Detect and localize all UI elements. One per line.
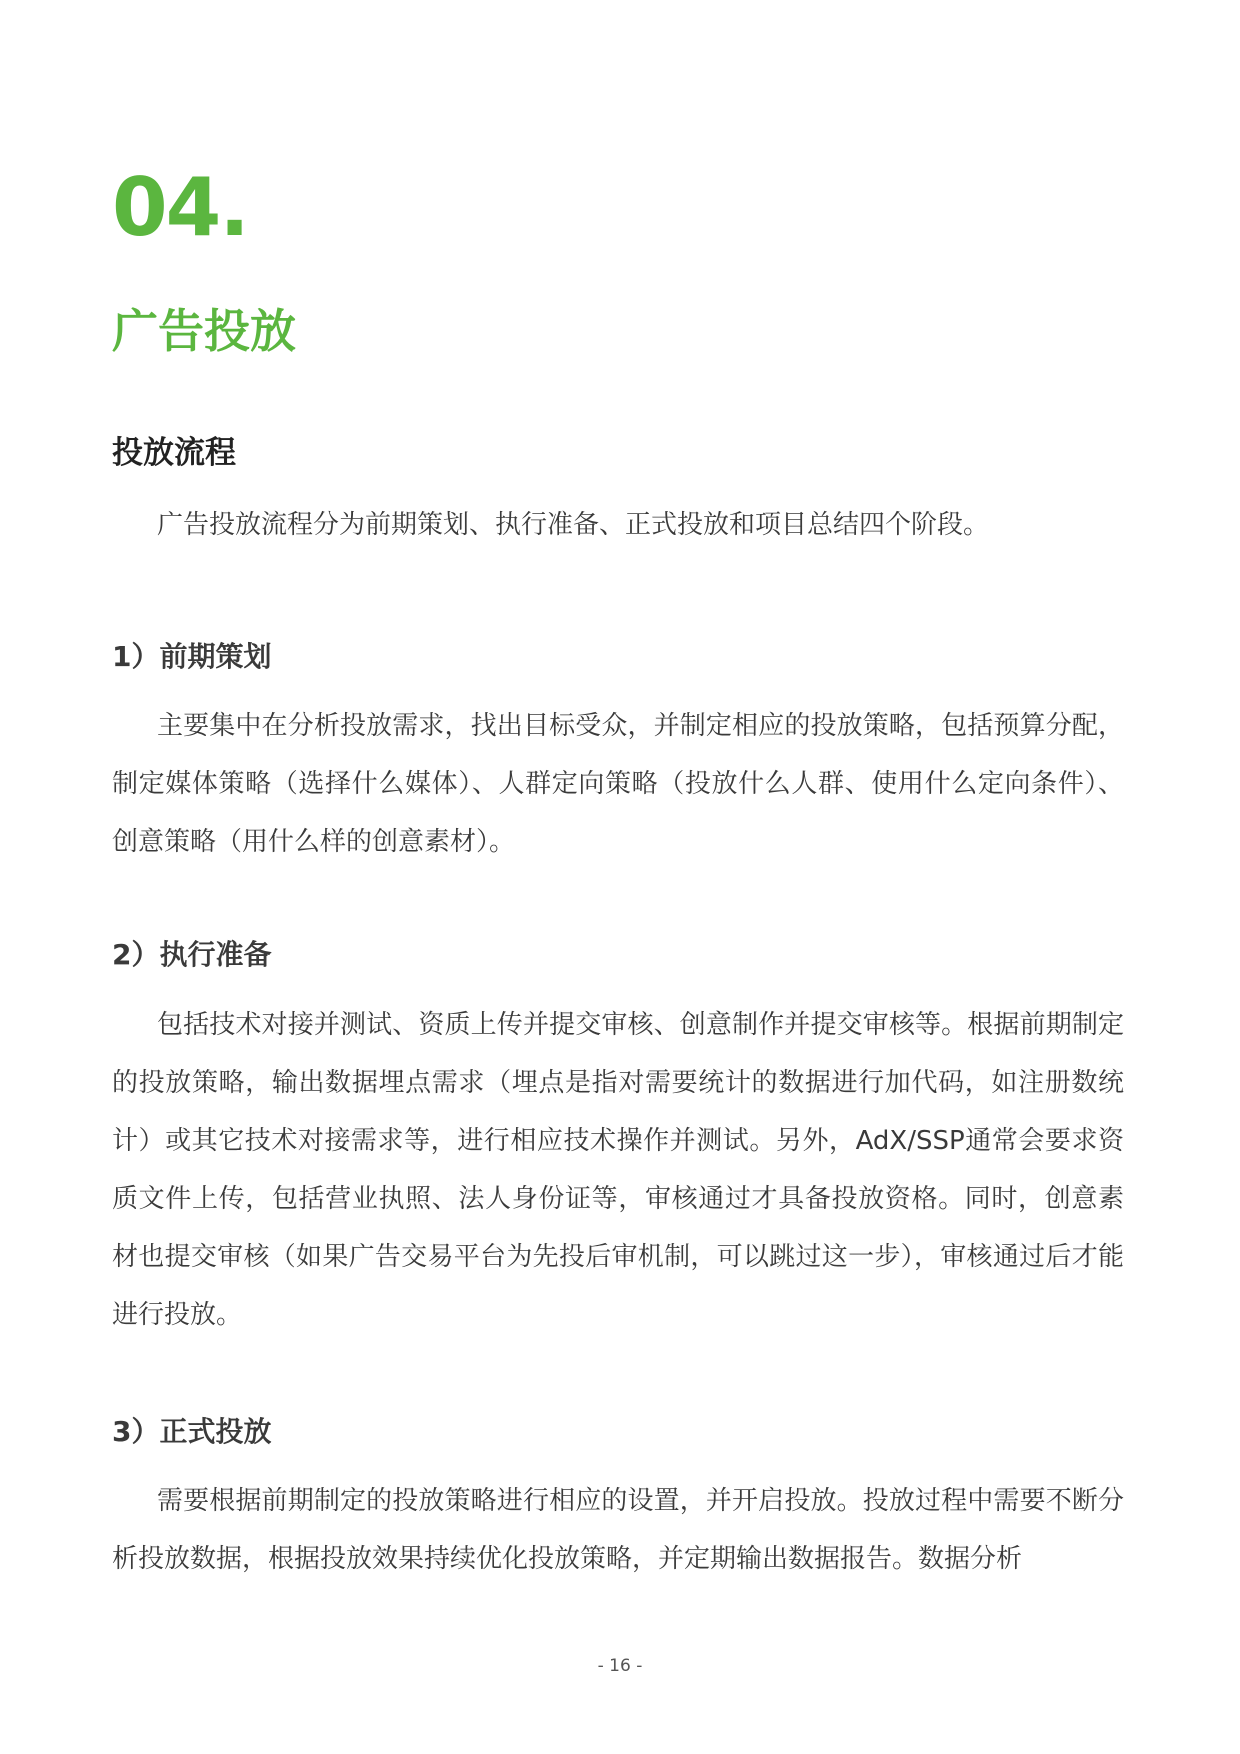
stage-body-planning: 主要集中在分析投放需求，找出目标受众，并制定相应的投放策略，包括预算分配，制定媒体策略（选择什么媒体）、人群定向策略（投放什么人群、使用什么定向条件）、创意策略（用什么样的创意素材）。	[112, 711, 1124, 857]
section-title: 投放流程	[112, 435, 236, 471]
chapter-title: 广告投放	[112, 304, 296, 358]
stage-heading-launch: 3）正式投放	[112, 1415, 272, 1448]
stage-body-preparation: 包括技术对接并测试、资质上传并提交审核、创意制作并提交审核等。根据前期制定的投放策略，输出数据埋点需求（埋点是指对需要统计的数据进行加代码，如注册数统计）或其它技术对接需求等，进行相应技术操作并测试。另外，AdX/SSP通常会要求资质文件上传，包括营业执照、法人身份证等，审核通过才具备投放资格。同时，创意素材也提交审核（如果广告交易平台为先投后审机制，可以跳过这一步），审核通过后才能进行投放。	[112, 1010, 1124, 1330]
stage-heading-planning: 1）前期策划	[112, 640, 272, 673]
chapter-number: 04.	[112, 161, 248, 254]
stage-body-launch: 需要根据前期制定的投放策略进行相应的设置，并开启投放。投放过程中需要不断分析投放数据，根据投放效果持续优化投放策略，并定期输出数据报告。数据分析	[112, 1486, 1124, 1574]
section-intro-paragraph: 广告投放流程分为前期策划、执行准备、正式投放和项目总结四个阶段。	[157, 510, 990, 540]
stage-heading-preparation: 2）执行准备	[112, 938, 272, 971]
page-number: - 16 -	[597, 1656, 643, 1676]
